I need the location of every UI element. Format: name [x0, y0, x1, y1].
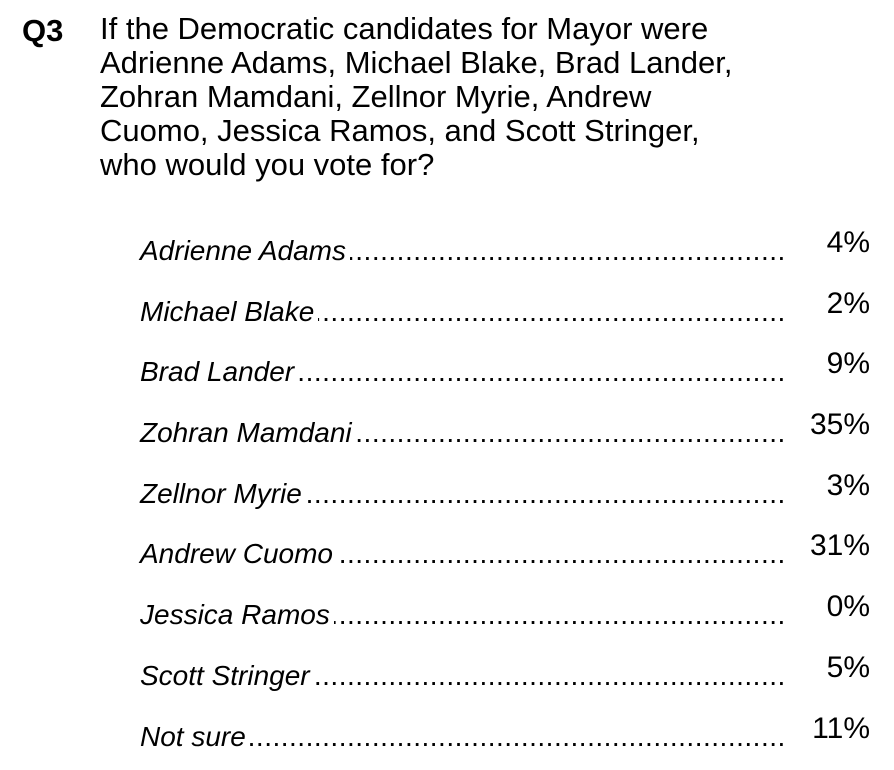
answer-label: Scott Stringer — [140, 659, 314, 693]
question-line: If the Democratic candidates for Mayor were — [100, 12, 860, 46]
answer-row — [140, 285, 870, 346]
question-line: Adrienne Adams, Michael Blake, Brad Lander, — [100, 46, 860, 80]
answer-row — [140, 406, 870, 467]
answer-row — [140, 467, 870, 528]
answer-percent: 2% — [827, 287, 870, 321]
answer-label: Andrew Cuomo — [140, 537, 337, 571]
answer-label: Zellnor Myrie — [140, 477, 306, 511]
answer-row — [140, 527, 870, 588]
answer-label: Brad Lander — [140, 355, 298, 389]
question-line: who would you vote for? — [100, 148, 860, 182]
answer-label: Michael Blake — [140, 295, 318, 329]
question-line: Cuomo, Jessica Ramos, and Scott Stringer, — [100, 114, 860, 148]
answer-row — [140, 710, 870, 770]
answer-percent: 9% — [827, 347, 870, 381]
answer-row — [140, 588, 870, 649]
answer-percent: 35% — [810, 408, 870, 442]
answer-percent: 3% — [827, 469, 870, 503]
question-text — [100, 12, 860, 182]
answer-label: Adrienne Adams — [140, 234, 350, 268]
answer-percent: 31% — [810, 529, 870, 563]
answer-percent: 11% — [812, 712, 870, 746]
answer-row — [140, 345, 870, 406]
answer-label: Zohran Mamdani — [140, 416, 356, 450]
answer-row — [140, 649, 870, 710]
answer-percent: 4% — [827, 226, 870, 260]
answer-percent: 0% — [827, 590, 870, 624]
question-line: Zohran Mamdani, Zellnor Myrie, Andrew — [100, 80, 860, 114]
question-number: Q3 — [22, 12, 63, 50]
answer-percent: 5% — [827, 651, 870, 685]
answer-label: Jessica Ramos — [140, 598, 334, 632]
answer-label: Not sure — [140, 720, 250, 754]
answer-list — [140, 224, 870, 770]
answer-row — [140, 224, 870, 285]
